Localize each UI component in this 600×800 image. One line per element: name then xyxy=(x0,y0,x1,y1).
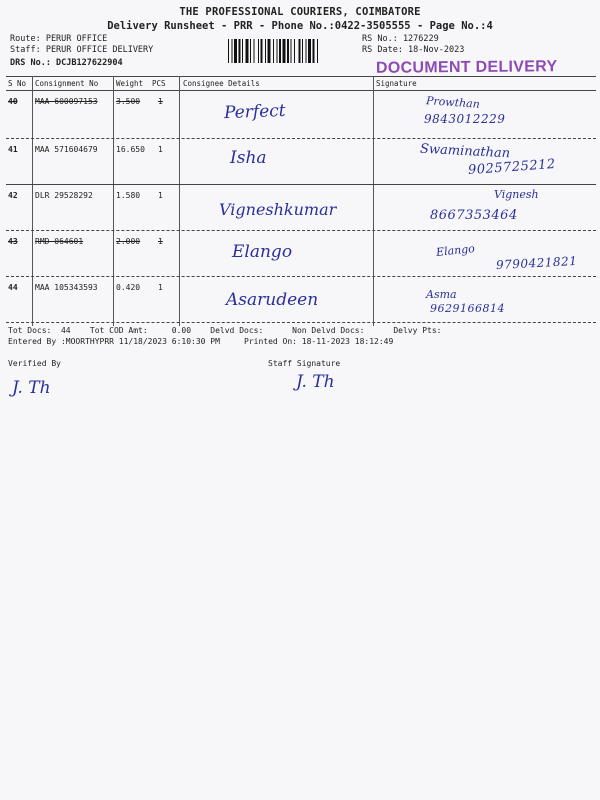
recipient-phone: 9629166814 xyxy=(430,302,505,315)
header-weight: Weight xyxy=(116,79,144,88)
route-label: Route: PERUR OFFICE xyxy=(10,34,108,44)
recipient-signature: Elango xyxy=(435,242,476,259)
row-consignment: MAA 105343593 xyxy=(35,283,98,292)
row-pcs: 1 xyxy=(158,191,163,200)
barcode-bar xyxy=(234,39,237,63)
recipient-signature: Prowthan xyxy=(425,94,481,111)
verified-initials: J. Th xyxy=(12,378,51,398)
consignee-name: Asarudeen xyxy=(226,290,319,310)
barcode-bar xyxy=(242,39,243,63)
row-divider xyxy=(6,138,596,139)
barcode-bar xyxy=(273,39,274,63)
barcode-bar xyxy=(246,39,249,63)
company-title: THE PROFESSIONAL COURIERS, COIMBATORE xyxy=(179,6,421,18)
recipient-signature: Asma xyxy=(426,288,457,301)
row-consignment: RMD 064601 xyxy=(35,237,84,246)
table-row xyxy=(6,186,596,230)
row-sno: 42 xyxy=(8,191,18,200)
row-pcs: 1 xyxy=(158,97,163,106)
row-sno: 41 xyxy=(8,145,18,154)
row-pcs: 1 xyxy=(158,237,163,246)
barcode-bar xyxy=(299,39,301,63)
table-bottom-border xyxy=(6,322,596,323)
drs-number: DRS No.: DCJB127622904 xyxy=(10,58,123,68)
barcode-bar xyxy=(258,39,259,63)
rs-date: RS Date: 18-Nov-2023 xyxy=(362,45,465,55)
header-consignee: Consignee Details xyxy=(183,79,260,88)
rs-number: RS No.: 1276229 xyxy=(362,34,439,44)
consignee-name: Vigneshkumar xyxy=(219,200,337,219)
staff-initials: J. Th xyxy=(296,372,335,392)
runsheet-info-left xyxy=(10,34,153,69)
recipient-phone: 9025725212 xyxy=(467,156,557,179)
runsheet-subtitle: Delivery Runsheet - PRR - Phone No.:0422-3505555 - Page No.:4 xyxy=(107,20,493,32)
table-row xyxy=(6,140,596,184)
barcode-bar xyxy=(261,39,263,63)
barcode-bar xyxy=(277,39,278,63)
barcode-bar xyxy=(287,39,289,63)
header-signature: Signature xyxy=(376,79,417,88)
barcode xyxy=(228,39,353,63)
staff-label: Staff: PERUR OFFICE DELIVERY xyxy=(10,45,154,55)
barcode-bar xyxy=(265,39,266,63)
totals-line: Tot Docs: 44 Tot COD Amt: 0.00 Delvd Docs: Non Delvd Docs: Delvy Pts: xyxy=(8,326,442,335)
row-consignment: DLR 29528292 xyxy=(35,191,93,200)
row-weight: 16.650 xyxy=(116,145,145,154)
barcode-bar xyxy=(283,39,286,63)
barcode-bar xyxy=(239,39,241,63)
consignee-name: Isha xyxy=(230,148,267,168)
barcode-bar xyxy=(313,39,315,63)
recipient-phone: 8667353464 xyxy=(430,208,518,223)
header-pcs: PCS xyxy=(152,79,166,88)
header-bottom-border xyxy=(6,90,596,91)
row-weight: 1.580 xyxy=(116,191,141,200)
row-sno: 44 xyxy=(8,283,18,292)
consignee-name: Elango xyxy=(232,242,293,262)
table-top-border xyxy=(6,76,596,77)
runsheet-summary xyxy=(8,326,441,347)
barcode-bar xyxy=(291,39,292,63)
recipient-signature: Vignesh xyxy=(494,188,539,201)
row-sno: 43 xyxy=(8,237,18,246)
table-row xyxy=(6,92,596,136)
runsheet-info-right xyxy=(362,34,464,56)
barcode-bar xyxy=(268,39,271,63)
barcode-bar xyxy=(228,39,229,63)
recipient-phone: 9790421821 xyxy=(495,253,578,273)
row-divider xyxy=(6,230,596,231)
row-weight: 2.000 xyxy=(116,237,141,246)
table-row xyxy=(6,232,596,276)
barcode-bar xyxy=(308,39,311,63)
row-divider xyxy=(6,276,596,277)
barcode-bar xyxy=(306,39,307,63)
delivery-table xyxy=(6,76,596,326)
recipient-phone: 9843012229 xyxy=(424,112,506,126)
barcode-bar xyxy=(317,39,318,63)
barcode-bar xyxy=(250,39,251,63)
row-weight: 0.420 xyxy=(116,283,141,292)
row-divider xyxy=(6,184,596,185)
consignee-name: Perfect xyxy=(223,100,286,124)
verified-by-label: Verified By xyxy=(8,359,61,368)
header-sno: S No xyxy=(8,79,27,88)
row-consignment: MAA 600097153 xyxy=(35,97,98,106)
row-weight: 3.500 xyxy=(116,97,141,106)
row-pcs: 1 xyxy=(158,145,163,154)
staff-signature-label: Staff Signature xyxy=(268,359,341,368)
row-pcs: 1 xyxy=(158,283,163,292)
header-consignment: Consignment No xyxy=(35,79,99,88)
row-consignment: MAA 571604679 xyxy=(35,145,98,154)
recipient-signature: Swaminathan xyxy=(419,141,511,162)
table-row xyxy=(6,278,596,322)
barcode-bar xyxy=(294,39,295,63)
row-sno: 40 xyxy=(8,97,18,106)
barcode-bar xyxy=(279,39,281,63)
barcode-bar xyxy=(302,39,303,63)
barcode-bar xyxy=(232,39,233,63)
barcode-bar xyxy=(254,39,255,63)
entered-printed-line: Entered By :MOORTHYPRR 11/18/2023 6:10:30 PM Printed On: 18-11-2023 18:12:49 xyxy=(8,336,394,346)
document-delivery-stamp: DOCUMENT DELIVERY xyxy=(375,58,558,77)
